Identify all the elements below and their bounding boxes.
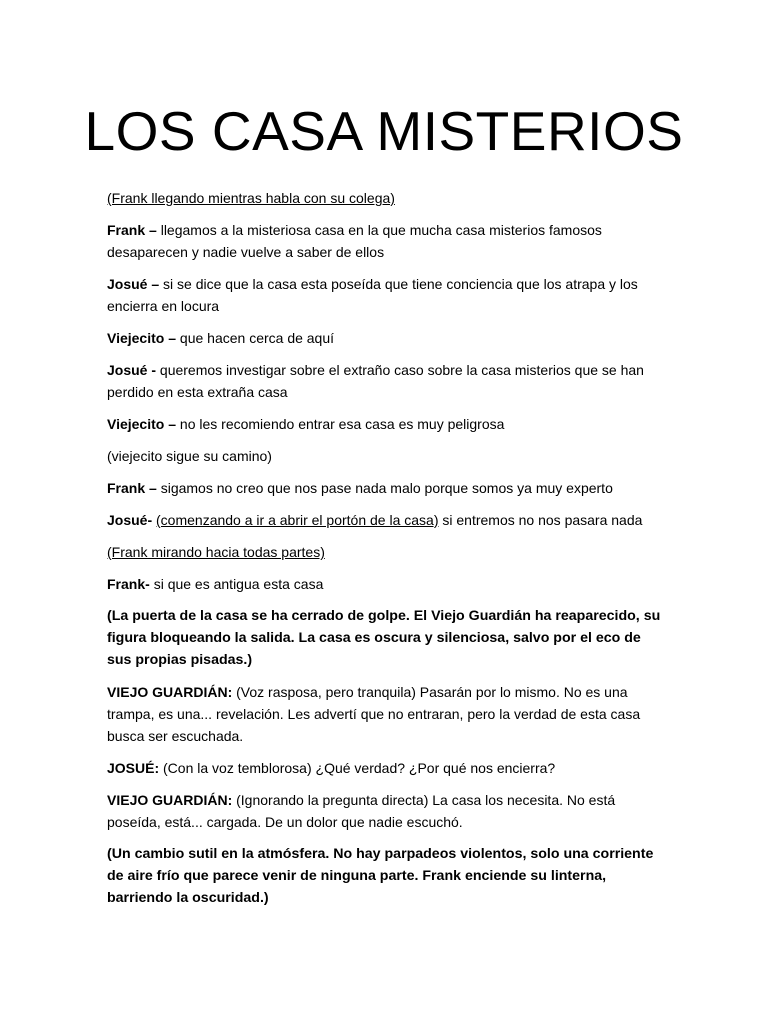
dialogue-text: (Ignorando la pregunta directa) La casa los necesita. No está poseída, está... cargada. De un dolor que nadie escuchó. (107, 792, 616, 830)
dialogue-line (107, 359, 667, 403)
stage-direction-text: (Frank llegando mientras habla con su colega) (107, 190, 395, 206)
dialogue-line (107, 789, 667, 833)
dialogue-line (107, 681, 667, 747)
speaker-name: Viejecito – (107, 416, 177, 432)
document-title: LOS CASA MISTERIOS (84, 100, 684, 162)
speaker-name: Viejecito – (107, 330, 177, 346)
stage-direction (107, 445, 667, 467)
stage-direction-bold: (La puerta de la casa se ha cerrado de golpe. El Viejo Guardián ha reaparecido, su figura bloqueando la salida. La casa es oscura y silenciosa, salvo por el eco de sus propias pisadas.) (107, 608, 661, 668)
speaker-name: VIEJO GUARDIÁN: (107, 684, 233, 700)
stage-direction-bold: (Un cambio sutil en la atmósfera. No hay parpadeos violentos, solo una corriente de aire frío que parece venir de ninguna parte. Frank enciende su linterna, barriendo la oscuridad.) (107, 846, 654, 906)
dialogue-text: que hacen cerca de aquí (179, 330, 335, 346)
speaker-name: Frank- (107, 576, 150, 592)
dialogue-line (107, 219, 667, 263)
speaker-name: Josué – (107, 276, 160, 292)
dialogue-text: si entremos no nos pasara nada (442, 512, 643, 528)
dialogue-line (107, 509, 667, 531)
dialogue-line (107, 573, 667, 595)
stage-direction (107, 541, 667, 563)
dialogue-text: si se dice que la casa esta poseída que tiene conciencia que los atrapa y los encierra en locura (107, 276, 638, 314)
speaker-name: JOSUÉ: (107, 760, 160, 776)
dialogue-text: no les recomiendo entrar esa casa es muy peligrosa (179, 416, 505, 432)
dialogue-text: (Voz rasposa, pero tranquila) Pasarán por lo mismo. No es una trampa, es una... revelación. Les advertí que no entraran, pero la verdad de esta casa busca ser escuchada. (107, 684, 641, 744)
speaker-name: Josué- (107, 512, 153, 528)
dialogue-line (107, 477, 667, 499)
dialogue-aside: (comenzando a ir a abrir el portón de la casa) (156, 512, 439, 528)
speaker-name: Josué - (107, 362, 157, 378)
stage-direction-text: (viejecito sigue su camino) (107, 448, 272, 464)
speaker-name: Frank – (107, 222, 157, 238)
dialogue-line (107, 327, 667, 349)
speaker-name: Frank – (107, 480, 157, 496)
dialogue-line (107, 757, 667, 779)
dialogue-text: si que es antigua esta casa (153, 576, 324, 592)
stage-direction (107, 187, 667, 209)
stage-direction-text: (Frank mirando hacia todas partes) (107, 544, 325, 560)
dialogue-text: (Con la voz temblorosa) ¿Qué verdad? ¿Por qué nos encierra? (163, 760, 556, 776)
dialogue-text: queremos investigar sobre el extraño caso sobre la casa misterios que se han perdido en esta extraña casa (107, 362, 644, 400)
dialogue-text: llegamos a la misteriosa casa en la que mucha casa misterios famosos desaparecen y nadie vuelve a saber de ellos (107, 222, 602, 260)
dialogue-text: sigamos no creo que nos pase nada malo porque somos ya muy experto (160, 480, 613, 496)
speaker-name: VIEJO GUARDIÁN: (107, 792, 233, 808)
script-body (107, 187, 667, 919)
dialogue-line (107, 413, 667, 435)
dialogue-line (107, 273, 667, 317)
